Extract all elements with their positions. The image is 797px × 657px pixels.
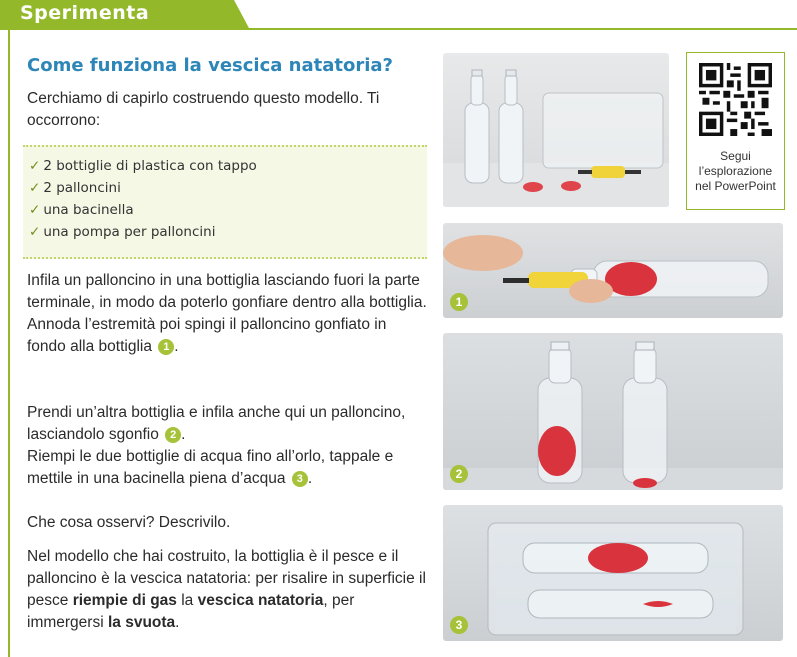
intro-text: Cerchiamo di capirlo costruendo questo modello. Ti occorrono: bbox=[27, 90, 380, 129]
qr-caption: Segui l’esplorazione nel PowerPoint bbox=[695, 149, 776, 193]
question-text: Che cosa osservi? Descrivilo. bbox=[27, 514, 231, 531]
list-item: ✓ una bacinella bbox=[29, 202, 134, 218]
step-3-photo bbox=[443, 505, 783, 641]
photo-marker: 2 bbox=[450, 465, 468, 483]
conclusion-text: Nel modello che hai costruito, la bottiglia è il pesce e il palloncino è la vescica natatoria: per risalire in superficie il pesce riempie di gas la vescica natatoria, per immergersi la svuota. bbox=[27, 548, 426, 631]
step-marker: 3 bbox=[292, 471, 308, 487]
photo-marker: 3 bbox=[450, 616, 468, 634]
check-icon: ✓ bbox=[29, 180, 41, 196]
section-label: Sperimenta bbox=[20, 2, 150, 24]
step-marker: 2 bbox=[165, 427, 181, 443]
materials-photo bbox=[443, 53, 669, 207]
check-icon: ✓ bbox=[29, 224, 41, 240]
left-rule bbox=[8, 30, 10, 657]
activity-title: Come funziona la vescica natatoria? bbox=[27, 55, 393, 76]
qr-code-icon[interactable] bbox=[699, 63, 772, 136]
header-rule bbox=[236, 28, 797, 30]
step-2-text: Prendi un’altra bottiglia e infila anche qui un palloncino, lasciandolo sgonfio 2 . Riempi le due bottiglie di acqua fino all’orlo, tappale e mettile in una bacinella piena d’acqua 3 . bbox=[27, 404, 406, 487]
photo-marker: 1 bbox=[450, 293, 468, 311]
step-2-photo bbox=[443, 333, 783, 490]
list-item: ✓ 2 bottiglie di plastica con tappo bbox=[29, 158, 257, 174]
step-1-photo bbox=[443, 223, 783, 318]
list-item: ✓ una pompa per palloncini bbox=[29, 224, 216, 240]
list-item: ✓ 2 palloncini bbox=[29, 180, 121, 196]
check-icon: ✓ bbox=[29, 158, 41, 174]
materials-box bbox=[23, 145, 427, 259]
materials-list bbox=[23, 147, 427, 243]
qr-code-box[interactable] bbox=[686, 52, 785, 210]
check-icon: ✓ bbox=[29, 202, 41, 218]
step-marker: 1 bbox=[158, 339, 174, 355]
step-1-text: Infila un palloncino in una bottiglia lasciando fuori la parte terminale, in modo da poterlo gonfiare dentro alla bottiglia. Annoda l’estremità poi spingi il palloncino gonfiato in fondo alla bottiglia 1 . bbox=[27, 272, 427, 355]
